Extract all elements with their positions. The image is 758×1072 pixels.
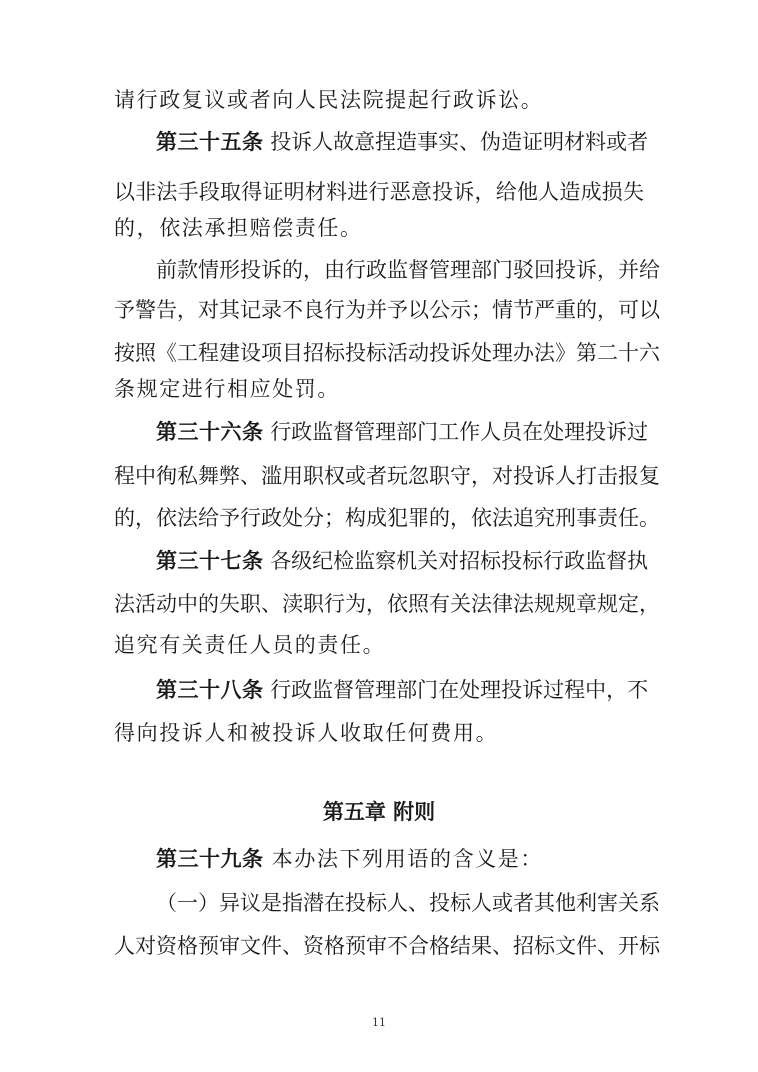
page-number: 11 (372, 1016, 386, 1029)
text-line: 法活动中的失职、渎职行为，依照有关法律法规规章规定， (114, 592, 660, 616)
text-line: 程中徇私舞弊、滥用职权或者玩忽职守，对投诉人打击报复 (114, 464, 660, 488)
chapter-heading: 第五章 附则 (322, 800, 436, 824)
article-36-line: 第三十六条 行政监督管理部门工作人员在处理投诉过 (156, 420, 649, 444)
text-line: 条规定进行相应处罚。 (114, 377, 340, 401)
text-line: 的，依法承担赔偿责任。 (114, 216, 363, 240)
text-line: 人对资格预审文件、资格预审不合格结果、招标文件、开标 (114, 934, 660, 958)
text-line: 前款情形投诉的，由行政监督管理部门驳回投诉，并给 (156, 258, 660, 282)
article-37-line: 第三十七条 各级纪检监察机关对招标投标行政监督执 (156, 549, 649, 573)
article-number: 第三十七条 (156, 549, 264, 573)
text-line: 请行政复议或者向人民法院提起行政诉讼。 (114, 88, 544, 112)
text-line: 的，依法给予行政处分；构成犯罪的，依法追究刑事责任。 (114, 506, 660, 530)
article-number: 第三十八条 (156, 678, 264, 702)
article-number: 第三十五条 (156, 130, 264, 154)
article-38-line: 第三十八条 行政监督管理部门在处理投诉过程中，不 (156, 678, 649, 702)
text-line: 予警告，对其记录不良行为并予以公示；情节严重的，可以 (114, 298, 660, 322)
article-number: 第三十九条 (156, 847, 264, 871)
text-line: （一）异议是指潜在投标人、投标人或者其他利害关系 (156, 891, 660, 915)
text-line: 追究有关责任人员的责任。 (114, 633, 386, 657)
article-number: 第三十六条 (156, 420, 264, 444)
text-line: 以非法手段取得证明材料进行恶意投诉，给他人造成损失 (114, 180, 644, 204)
text-line: 得向投诉人和被投诉人收取任何费用。 (114, 721, 499, 745)
text-line: 按照《工程建设项目招标投标活动投诉处理办法》第二十六 (114, 341, 660, 365)
article-39-line: 第三十九条 本办法下列用语的含义是： (156, 847, 543, 871)
article-35-line: 第三十五条 投诉人故意捏造事实、伪造证明材料或者 (156, 130, 649, 154)
